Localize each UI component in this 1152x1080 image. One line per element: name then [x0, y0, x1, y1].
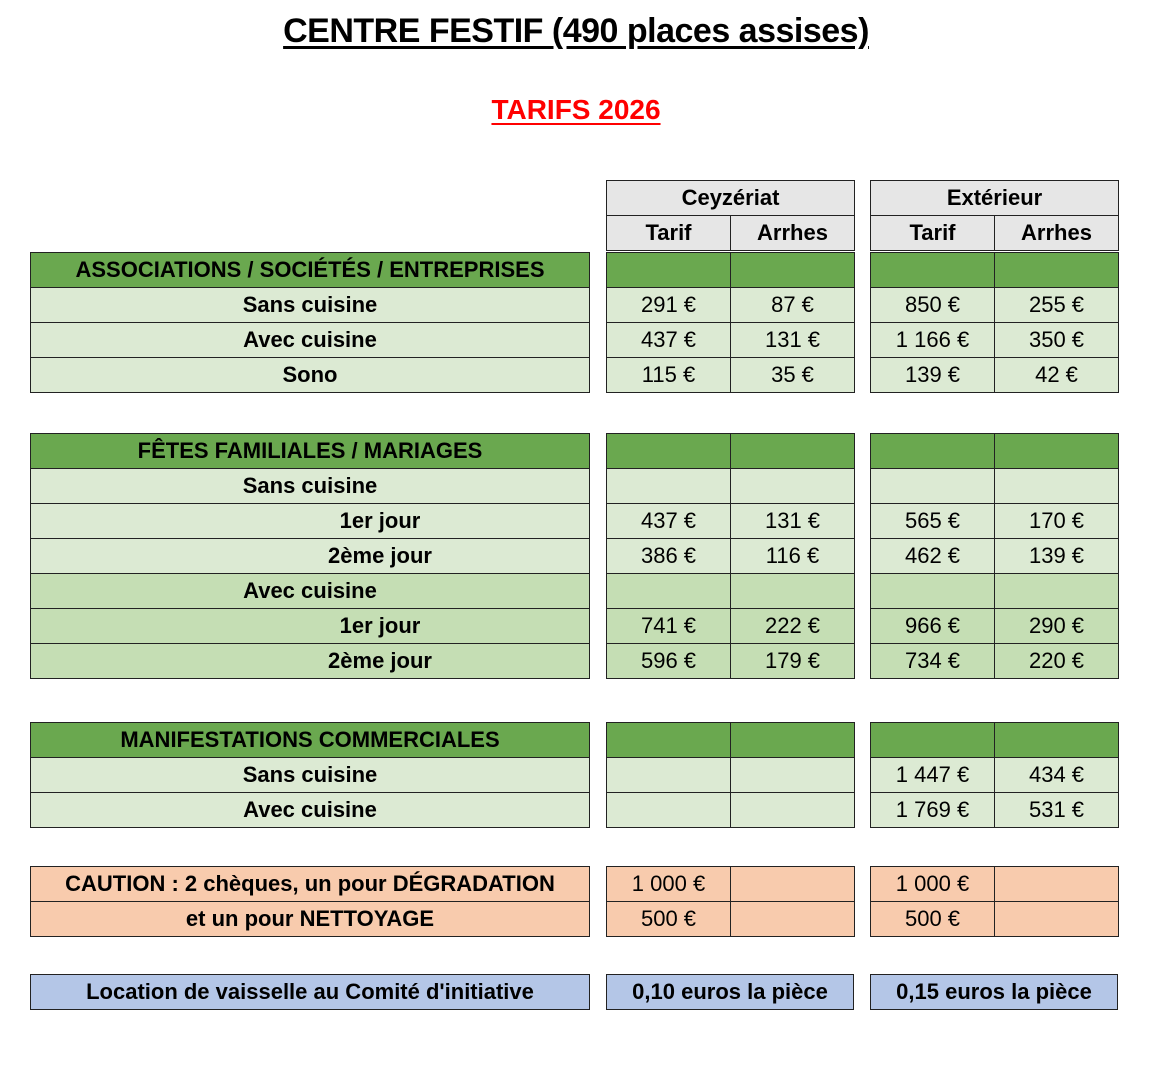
exterieur-tarif-header: Tarif — [871, 216, 995, 251]
tarif-cell: 1 769 € — [871, 793, 995, 828]
tarif-cell: 741 € — [607, 609, 731, 644]
fetes-subheading: Sans cuisine — [31, 469, 590, 504]
empty-cell — [871, 574, 995, 609]
vaisselle-label-table — [30, 974, 590, 1010]
empty-cell — [995, 469, 1119, 504]
tarif-cell: 966 € — [871, 609, 995, 644]
empty-cell — [731, 469, 855, 504]
tarif-cell: 596 € — [607, 644, 731, 679]
page-title: CENTRE FESTIF (490 places assises) — [283, 12, 869, 50]
tarif-cell — [607, 793, 731, 828]
arrhes-cell: 131 € — [731, 323, 855, 358]
arrhes-cell: 255 € — [995, 288, 1119, 323]
fetes-heading: FÊTES FAMILIALES / MARIAGES — [31, 434, 590, 469]
arrhes-cell: 170 € — [995, 504, 1119, 539]
empty-cell — [995, 434, 1119, 469]
commercial-row-label: Sans cuisine — [31, 758, 590, 793]
caution-value: 1 000 € — [607, 867, 731, 902]
empty-cell — [731, 574, 855, 609]
arrhes-cell: 290 € — [995, 609, 1119, 644]
arrhes-cell: 434 € — [995, 758, 1119, 793]
ceyzeriat-column-header — [606, 180, 855, 251]
tarif-cell: 734 € — [871, 644, 995, 679]
empty-cell — [871, 434, 995, 469]
caution-value: 500 € — [607, 902, 731, 937]
arrhes-cell: 131 € — [731, 504, 855, 539]
commercial-heading: MANIFESTATIONS COMMERCIALES — [31, 723, 590, 758]
empty-cell — [731, 253, 855, 288]
tarif-cell: 1 447 € — [871, 758, 995, 793]
assoc-exterieur-table — [870, 252, 1119, 393]
empty-cell — [871, 253, 995, 288]
commercial-row-label: Avec cuisine — [31, 793, 590, 828]
empty-cell — [995, 902, 1119, 937]
empty-cell — [731, 723, 855, 758]
caution-value: 1 000 € — [871, 867, 995, 902]
empty-cell — [731, 434, 855, 469]
empty-cell — [731, 902, 855, 937]
arrhes-cell: 42 € — [995, 358, 1119, 393]
assoc-ceyzeriat-table — [606, 252, 855, 393]
ceyzeriat-arrhes-header: Arrhes — [731, 216, 855, 251]
arrhes-cell: 531 € — [995, 793, 1119, 828]
caution-value: 500 € — [871, 902, 995, 937]
fetes-ceyzeriat-table — [606, 433, 855, 679]
assoc-heading: ASSOCIATIONS / SOCIÉTÉS / ENTREPRISES — [31, 253, 590, 288]
commercial-ceyzeriat-table — [606, 722, 855, 828]
tarif-cell: 565 € — [871, 504, 995, 539]
empty-cell — [607, 574, 731, 609]
arrhes-cell: 179 € — [731, 644, 855, 679]
fetes-row-label: 1er jour — [31, 504, 590, 539]
tarif-cell: 462 € — [871, 539, 995, 574]
tarif-cell: 437 € — [607, 323, 731, 358]
ceyzeriat-header: Ceyzériat — [607, 181, 855, 216]
fetes-row-label: 2ème jour — [31, 539, 590, 574]
empty-cell — [995, 723, 1119, 758]
empty-cell — [607, 434, 731, 469]
assoc-row-label: Sans cuisine — [31, 288, 590, 323]
vaisselle-exterieur-table — [870, 974, 1118, 1010]
empty-cell — [607, 253, 731, 288]
vaisselle-value: 0,15 euros la pièce — [871, 975, 1118, 1010]
caution-label-table — [30, 866, 590, 937]
page-subtitle: TARIFS 2026 — [491, 94, 661, 125]
arrhes-cell: 35 € — [731, 358, 855, 393]
caution-line2: et un pour NETTOYAGE — [31, 902, 590, 937]
arrhes-cell: 220 € — [995, 644, 1119, 679]
vaisselle-ceyzeriat-table — [606, 974, 854, 1010]
arrhes-cell: 139 € — [995, 539, 1119, 574]
tarif-cell: 386 € — [607, 539, 731, 574]
empty-cell — [995, 574, 1119, 609]
exterieur-column-header — [870, 180, 1119, 251]
assoc-row-label: Sono — [31, 358, 590, 393]
fetes-row-label: 2ème jour — [31, 644, 590, 679]
tarif-cell: 850 € — [871, 288, 995, 323]
commercial-exterieur-table — [870, 722, 1119, 828]
vaisselle-value: 0,10 euros la pièce — [607, 975, 854, 1010]
assoc-row-label: Avec cuisine — [31, 323, 590, 358]
empty-cell — [731, 867, 855, 902]
exterieur-arrhes-header: Arrhes — [995, 216, 1119, 251]
caution-ceyzeriat-table — [606, 866, 855, 937]
tarif-cell: 139 € — [871, 358, 995, 393]
empty-cell — [871, 723, 995, 758]
arrhes-cell — [731, 758, 855, 793]
empty-cell — [607, 723, 731, 758]
commercial-label-table — [30, 722, 590, 828]
fetes-label-table — [30, 433, 590, 679]
arrhes-cell: 116 € — [731, 539, 855, 574]
fetes-exterieur-table — [870, 433, 1119, 679]
assoc-label-table — [30, 252, 590, 393]
empty-cell — [871, 469, 995, 504]
tarif-cell: 291 € — [607, 288, 731, 323]
tarif-cell: 115 € — [607, 358, 731, 393]
caution-line1: CAUTION : 2 chèques, un pour DÉGRADATION — [31, 867, 590, 902]
fetes-subheading: Avec cuisine — [31, 574, 590, 609]
empty-cell — [995, 253, 1119, 288]
fetes-row-label: 1er jour — [31, 609, 590, 644]
exterieur-header: Extérieur — [871, 181, 1119, 216]
arrhes-cell: 87 € — [731, 288, 855, 323]
vaisselle-label: Location de vaisselle au Comité d'initiative — [31, 975, 590, 1010]
empty-cell — [607, 469, 731, 504]
arrhes-cell: 222 € — [731, 609, 855, 644]
caution-exterieur-table — [870, 866, 1119, 937]
tarif-cell: 1 166 € — [871, 323, 995, 358]
empty-cell — [995, 867, 1119, 902]
tarif-cell — [607, 758, 731, 793]
ceyzeriat-tarif-header: Tarif — [607, 216, 731, 251]
arrhes-cell — [731, 793, 855, 828]
tarif-cell: 437 € — [607, 504, 731, 539]
arrhes-cell: 350 € — [995, 323, 1119, 358]
